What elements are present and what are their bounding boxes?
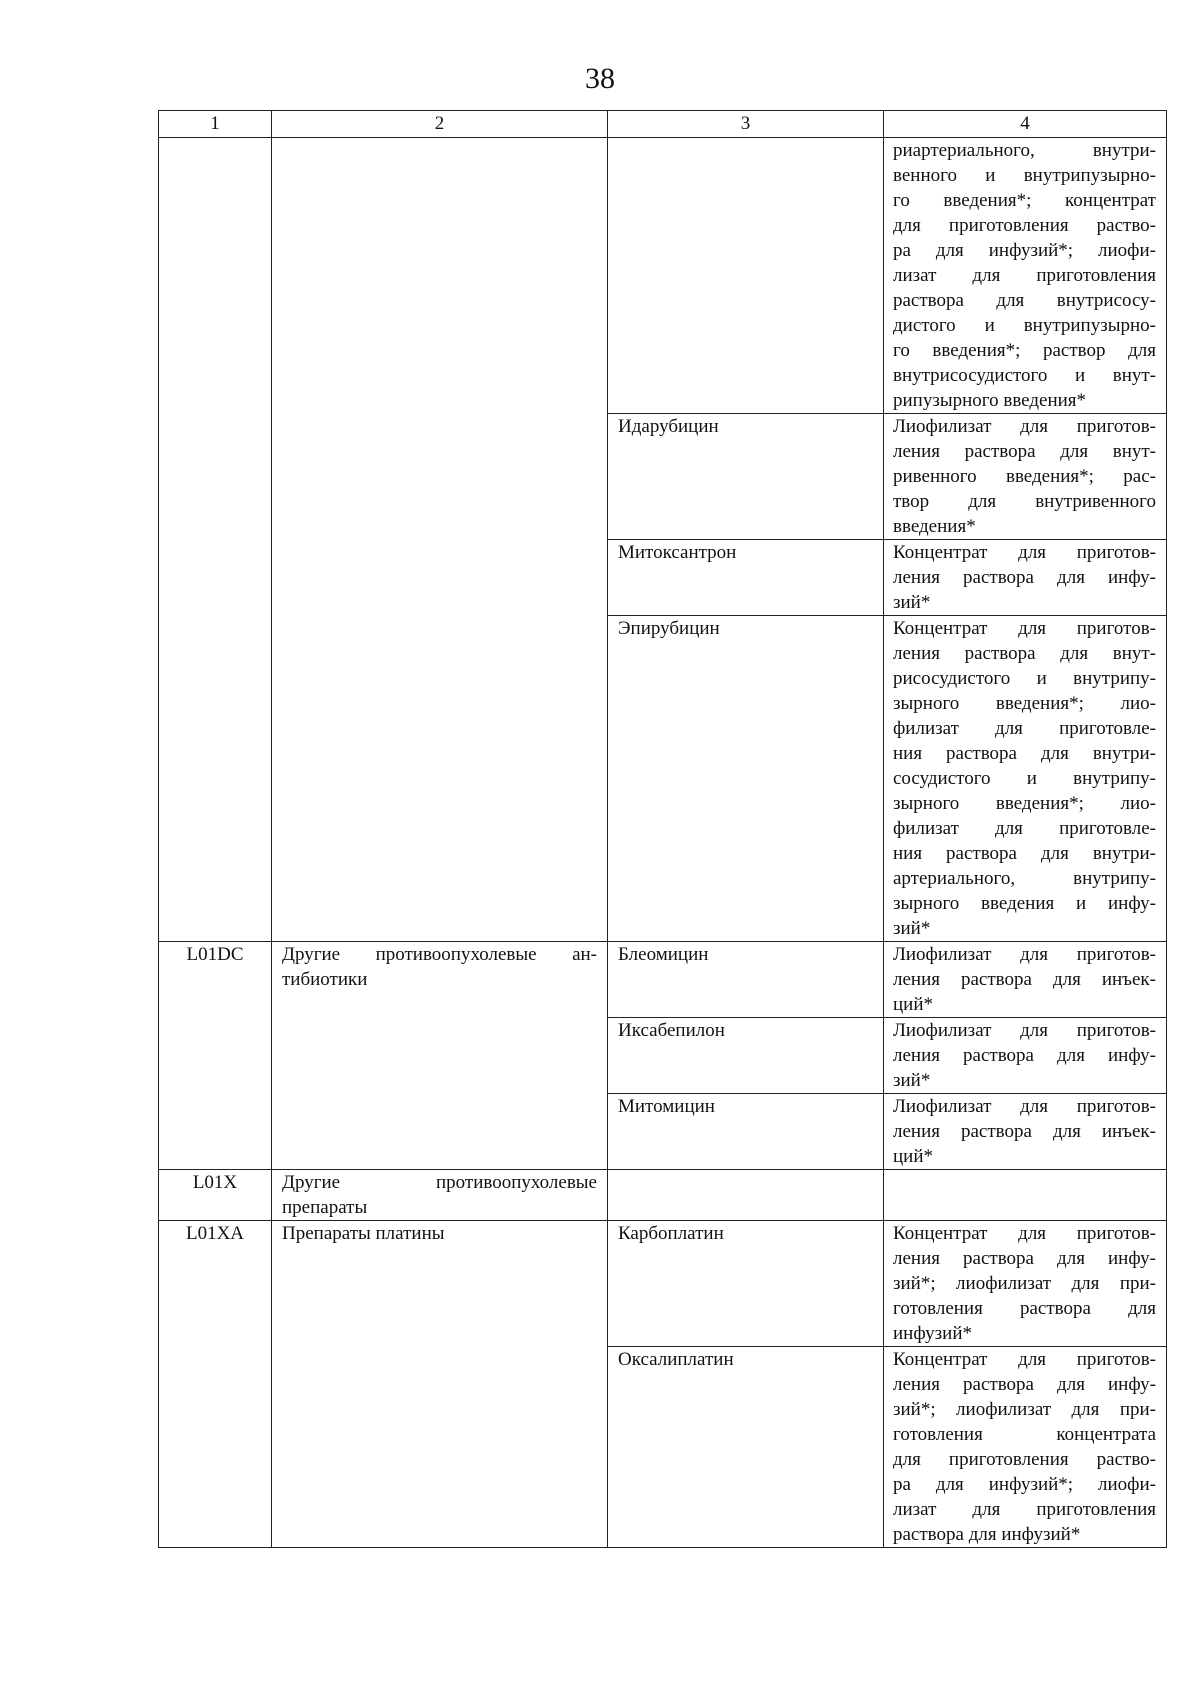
drug-name: Иксабепилон [608, 1018, 884, 1094]
text-line: готовления концентрата [893, 1424, 1156, 1445]
text-line: препараты [282, 1197, 368, 1218]
text-line: ления раствора для внут- [893, 643, 1156, 664]
header-col-1: 1 [159, 111, 272, 138]
text-line: артериального, внутрипу- [893, 868, 1156, 889]
text-line: Лиофилизат для приготов- [893, 1020, 1156, 1041]
drug-name: Митомицин [608, 1094, 884, 1170]
text-line: зырного введения*; лио- [893, 793, 1156, 814]
text-line: зий* [893, 592, 931, 613]
atc-code: L01DC [159, 942, 272, 1170]
text-line: ления раствора для инфу- [893, 567, 1156, 588]
text-line: Другие противоопухолевые ан- [282, 944, 597, 965]
text-line: зырного введения и инфу- [893, 893, 1156, 914]
text-line: Другие противоопухолевые [282, 1172, 597, 1193]
text-line: филизат для приготовле- [893, 818, 1156, 839]
atc-group-name [272, 942, 608, 1170]
text-line: ра для инфузий*; лиофи- [893, 240, 1156, 261]
text-line: раствора для инфузий* [893, 1524, 1081, 1545]
header-col-3: 3 [608, 111, 884, 138]
text-line: Концентрат для приготов- [893, 1223, 1156, 1244]
dosage-form-cell [884, 540, 1167, 616]
drug-name: Блеомицин [608, 942, 884, 1018]
text-line: для приготовления раство- [893, 1449, 1156, 1470]
text-line: раствора для внутрисосу- [893, 290, 1156, 311]
dosage-form-cell [884, 138, 1167, 414]
text-line: Лиофилизат для приготов- [893, 1096, 1156, 1117]
dosage-form-cell [884, 414, 1167, 540]
text-line: ления раствора для инфу- [893, 1374, 1156, 1395]
group-name-cell-empty [272, 138, 608, 942]
text-line: ления раствора для внут- [893, 441, 1156, 462]
drug-cell-empty [608, 1170, 884, 1221]
text-line: для приготовления раство- [893, 215, 1156, 236]
text-line: сосудистого и внутрипу- [893, 768, 1156, 789]
text-line: го введения*; раствор для [893, 340, 1156, 361]
header-col-2: 2 [272, 111, 608, 138]
text-line: венного и внутрипузырно- [893, 165, 1156, 186]
text-line: тибиотики [282, 969, 368, 990]
drug-name: Карбоплатин [608, 1221, 884, 1347]
drug-cell-empty [608, 138, 884, 414]
dosage-form-cell [884, 1221, 1167, 1347]
table-row [159, 1221, 1167, 1347]
text-line: дистого и внутрипузырно- [893, 315, 1156, 336]
text-line: зий* [893, 918, 931, 939]
text-line: инфузий* [893, 1323, 973, 1344]
header-row [159, 111, 1167, 138]
text-line: зий*; лиофилизат для при- [893, 1273, 1156, 1294]
text-line: ций* [893, 994, 934, 1015]
table-row [159, 942, 1167, 1018]
text-line: Препараты платины [282, 1223, 445, 1244]
text-line: зий*; лиофилизат для при- [893, 1399, 1156, 1420]
text-line: Концентрат для приготов- [893, 542, 1156, 563]
dosage-form-cell-empty [884, 1170, 1167, 1221]
drug-name: Митоксантрон [608, 540, 884, 616]
code-cell-empty [159, 138, 272, 942]
text-line: рисосудистого и внутрипу- [893, 668, 1156, 689]
text-line: зырного введения*; лио- [893, 693, 1156, 714]
atc-code: L01X [159, 1170, 272, 1221]
dosage-form-cell [884, 1018, 1167, 1094]
drug-name: Идарубицин [608, 414, 884, 540]
atc-code: L01XA [159, 1221, 272, 1548]
text-line: ривенного введения*; рас- [893, 466, 1156, 487]
text-line: Концентрат для приготов- [893, 1349, 1156, 1370]
text-line: го введения*; концентрат [893, 190, 1156, 211]
drug-name: Эпирубицин [608, 616, 884, 942]
text-line: ра для инфузий*; лиофи- [893, 1474, 1156, 1495]
table-row [159, 138, 1167, 414]
text-line: рипузырного введения* [893, 390, 1087, 411]
header-col-4: 4 [884, 111, 1167, 138]
text-line: ления раствора для инъек- [893, 1121, 1156, 1142]
drug-name: Оксалиплатин [608, 1347, 884, 1548]
text-line: Лиофилизат для приготов- [893, 416, 1156, 437]
text-line: ления раствора для инъек- [893, 969, 1156, 990]
dosage-form-cell [884, 616, 1167, 942]
text-line: Лиофилизат для приготов- [893, 944, 1156, 965]
dosage-form-cell [884, 1347, 1167, 1548]
text-line: филизат для приготовле- [893, 718, 1156, 739]
table-row [159, 1170, 1167, 1221]
text-line: лизат для приготовления [893, 1499, 1156, 1520]
page-number: 38 [585, 62, 615, 95]
text-line: Концентрат для приготов- [893, 618, 1156, 639]
text-line: ния раствора для внутри- [893, 743, 1156, 764]
text-line: твор для внутривенного [893, 491, 1156, 512]
dosage-form-cell [884, 1094, 1167, 1170]
text-line: ления раствора для инфу- [893, 1045, 1156, 1066]
medicines-table [158, 110, 1167, 1548]
text-line: внутрисосудистого и внут- [893, 365, 1156, 386]
atc-group-name [272, 1170, 608, 1221]
text-line: зий* [893, 1070, 931, 1091]
text-line: лизат для приготовления [893, 265, 1156, 286]
text-line: готовления раствора для [893, 1298, 1156, 1319]
text-line: риартериального, внутри- [893, 140, 1156, 161]
text-line: введения* [893, 516, 976, 537]
text-line: ций* [893, 1146, 934, 1167]
atc-group-name [272, 1221, 608, 1548]
dosage-form-cell [884, 942, 1167, 1018]
text-line: ния раствора для внутри- [893, 843, 1156, 864]
text-line: ления раствора для инфу- [893, 1248, 1156, 1269]
